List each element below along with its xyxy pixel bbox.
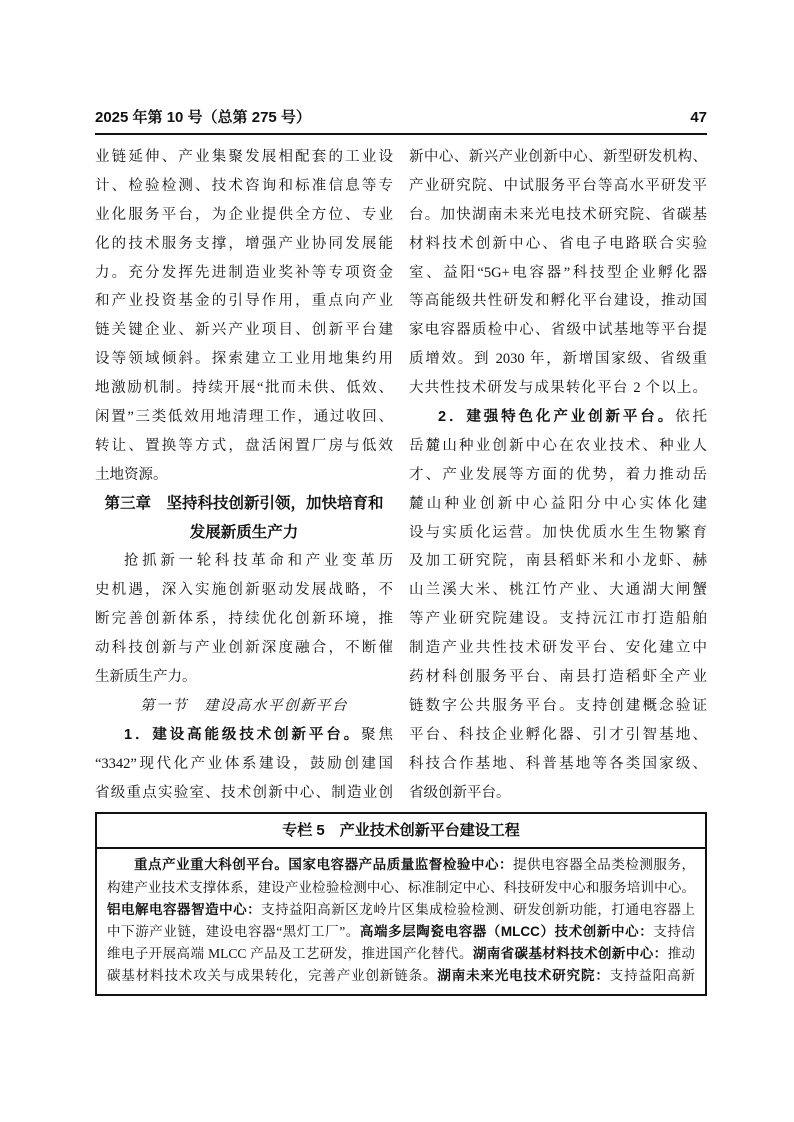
text-line — [95, 143, 393, 172]
text-run: 和产业投资基金的引导作用，重点向产业 — [95, 293, 393, 310]
text-run: 中下游产业链，建设电容器“黑灯工厂”。 — [107, 924, 360, 940]
text-run: 大共性技术研发与成果转化平台 2 个以上。 — [409, 380, 707, 397]
text-run: 支持信 — [653, 924, 695, 940]
text-run: 计、检验检测、技术咨询和标准信息等专 — [95, 177, 393, 194]
right-column — [409, 143, 707, 807]
text-run: 动科技创新与产业创新深度融合，不断催 — [95, 640, 393, 657]
text-line — [95, 721, 393, 750]
text-run: 构建产业技术支撑体系，建设产业检验检测中心、标准制定中心、科技研发中心和服务培训中心。 — [107, 879, 695, 895]
text-run: 岳麓山种业创新中心在农业技术、种业人 — [409, 437, 707, 454]
text-run: 才、产业发展等方面的优势，着力推动岳 — [409, 466, 707, 483]
text-run: 业化服务平台，为企业提供全方位、专业 — [95, 206, 393, 223]
page-number: 47 — [690, 109, 707, 126]
text-line — [95, 750, 393, 779]
text-line — [409, 287, 707, 316]
text-run: 史机遇，深入实施创新驱动发展战略，不 — [95, 582, 393, 599]
text-line — [107, 899, 695, 921]
text-run: 碳基材料技术攻关与成果转化，完善产业创新链条。 — [107, 968, 438, 984]
text-line — [107, 854, 695, 876]
text-run: 业链延伸、产业集聚发展相配套的工业设 — [95, 149, 393, 165]
text-run: 聚焦 — [361, 726, 393, 743]
page-content — [95, 108, 707, 996]
text-line — [409, 345, 707, 374]
text-run: 链关键企业、新兴产业项目、创新平台建 — [95, 322, 393, 339]
text-run: 地激励机制。持续开展“批而未供、低效、 — [95, 380, 393, 397]
text-line — [409, 634, 707, 663]
text-run: 支持益阳高新区龙岭片区集成检验检测、研发创新功能，打通电容器上 — [261, 901, 695, 917]
text-run: 麓山种业创新中心益阳分中心实体化建 — [409, 495, 707, 512]
text-line — [95, 490, 393, 519]
text-run: 提供电容器全品类检测服务， — [513, 857, 695, 873]
text-line — [95, 634, 393, 663]
text-run: 转让、置换等方式，盘活闲置厂房与低效 — [95, 437, 393, 454]
text-run: 依托 — [675, 409, 707, 426]
text-run: 第三章 坚持科技创新引领，加快培育和 — [104, 494, 384, 512]
text-run: 土地资源。 — [95, 466, 168, 483]
text-line — [95, 172, 393, 201]
text-line — [95, 403, 393, 432]
text-run: 推动 — [667, 946, 695, 962]
text-columns — [95, 143, 707, 807]
text-line — [409, 721, 707, 750]
text-run: 闲置”三类低效用地清理工作，通过收回、 — [95, 409, 393, 426]
text-line — [409, 692, 707, 721]
text-line — [95, 259, 393, 288]
text-run: 山兰溪大米、桃江竹产业、大通湖大闸蟹 — [409, 582, 707, 599]
bold-text-run: 1．建设高能级技术创新平台。 — [124, 726, 362, 743]
text-line — [95, 779, 393, 808]
text-line — [95, 692, 393, 721]
text-line — [95, 519, 393, 548]
feature-column-body — [97, 849, 705, 993]
text-line — [107, 921, 695, 943]
text-run: 科技合作基地、科普基地等各类国家级、 — [409, 755, 707, 772]
text-run: 断完善创新体系，持续优化创新环境，推 — [95, 611, 393, 628]
text-line — [409, 490, 707, 519]
text-line — [409, 201, 707, 230]
text-line — [95, 374, 393, 403]
text-line — [107, 877, 695, 899]
text-line — [409, 316, 707, 345]
text-line — [409, 519, 707, 548]
text-run: 新中心、新兴产业创新中心、新型研发机构、 — [409, 149, 707, 165]
bold-text-run: 湖南省碳基材料技术创新中心： — [472, 946, 668, 962]
left-column — [95, 143, 393, 807]
bold-text-run: 高端多层陶瓷电容器（MLCC）技术创新中心： — [359, 924, 654, 940]
text-run: 制造产业共性技术研发平台、安化建立中 — [409, 640, 707, 657]
text-run: “3342”现代化产业体系建设，鼓励创建国 — [95, 755, 393, 772]
text-run: 台。加快湖南未来光电技术研究院、省碳基 — [409, 206, 707, 223]
text-line — [95, 576, 393, 605]
text-line — [95, 230, 393, 259]
text-line — [95, 663, 393, 692]
text-run: 设等领域倾斜。探索建立工业用地集约用 — [95, 351, 393, 368]
text-line — [409, 750, 707, 779]
text-line — [107, 965, 695, 987]
page-header — [95, 108, 707, 135]
text-run: 省级创新平台。 — [409, 784, 511, 801]
feature-column-box — [95, 812, 707, 995]
text-line — [409, 143, 707, 172]
text-run: 平台、科技企业孵化器、引才引智基地、 — [409, 726, 707, 743]
text-line — [409, 403, 707, 432]
feature-column-title: 专栏 5 产业技术创新平台建设工程 — [97, 814, 705, 849]
text-run: 生新质生产力。 — [95, 669, 197, 686]
text-line — [95, 345, 393, 374]
bold-text-run: 铝电解电容器智造中心： — [107, 901, 262, 917]
text-line — [409, 432, 707, 461]
text-line — [95, 547, 393, 576]
text-run: 第一节 建设高水平创新平台 — [140, 697, 348, 714]
text-line — [409, 605, 707, 634]
text-line — [409, 230, 707, 259]
text-line — [409, 663, 707, 692]
text-line — [409, 374, 707, 403]
text-run: 支持益阳高新 — [609, 968, 695, 984]
text-run: 力。充分发挥先进制造业奖补等专项资金 — [95, 264, 393, 281]
text-run: 等高能级共性研发和孵化平台建设，推动国 — [409, 293, 707, 310]
text-run: 化的技术服务支撑，增强产业协同发展能 — [95, 235, 393, 252]
text-line — [409, 461, 707, 490]
issue-number: 2025 年第 10 号（总第 275 号） — [95, 109, 311, 126]
text-run: 产业研究院、中试服务平台等高水平研发平 — [409, 177, 707, 194]
text-run: 维电子开展高端 MLCC 产品及工艺研发，推进国产化替代。 — [107, 946, 473, 962]
text-run: 药材科创服务平台、南县打造稻虾全产业 — [409, 669, 707, 686]
text-run: 发展新质生产力 — [189, 523, 299, 541]
text-run: 材料技术创新中心、省电子电路联合实验 — [409, 235, 707, 252]
text-line — [409, 547, 707, 576]
text-line — [409, 259, 707, 288]
text-run: 省级重点实验室、技术创新中心、制造业创 — [95, 784, 393, 801]
text-line — [95, 461, 393, 490]
text-line — [95, 432, 393, 461]
bold-text-run: 重点产业重大科创平台。国家电容器产品质量监督检验中心： — [134, 857, 514, 873]
text-run: 链数字公共服务平台。支持创建概念验证 — [409, 697, 707, 714]
text-run: 室、益阳“5G+电容器”科技型企业孵化器 — [409, 264, 707, 281]
text-run: 设与实质化运营。加快优质水生生物繁育 — [409, 524, 707, 541]
text-line — [95, 316, 393, 345]
text-run: 质增效。到 2030 年，新增国家级、省级重 — [409, 351, 707, 368]
text-run: 等产业研究院建设。支持沅江市打造船舶 — [409, 611, 707, 628]
text-line — [95, 287, 393, 316]
bold-text-run: 2．建强特色化产业创新平台。 — [438, 409, 676, 426]
text-run: 家电容器质检中心、省级中试基地等平台提 — [409, 322, 707, 339]
text-line — [107, 943, 695, 965]
text-line — [95, 605, 393, 634]
text-line — [409, 779, 707, 808]
text-run: 抢抓新一轮科技革命和产业变革历 — [124, 553, 393, 570]
text-line — [95, 201, 393, 230]
bold-text-run: 湖南未来光电技术研究院： — [437, 968, 610, 984]
text-line — [409, 172, 707, 201]
text-line — [409, 576, 707, 605]
text-run: 及加工研究院，南县稻虾米和小龙虾、赫 — [409, 553, 707, 570]
